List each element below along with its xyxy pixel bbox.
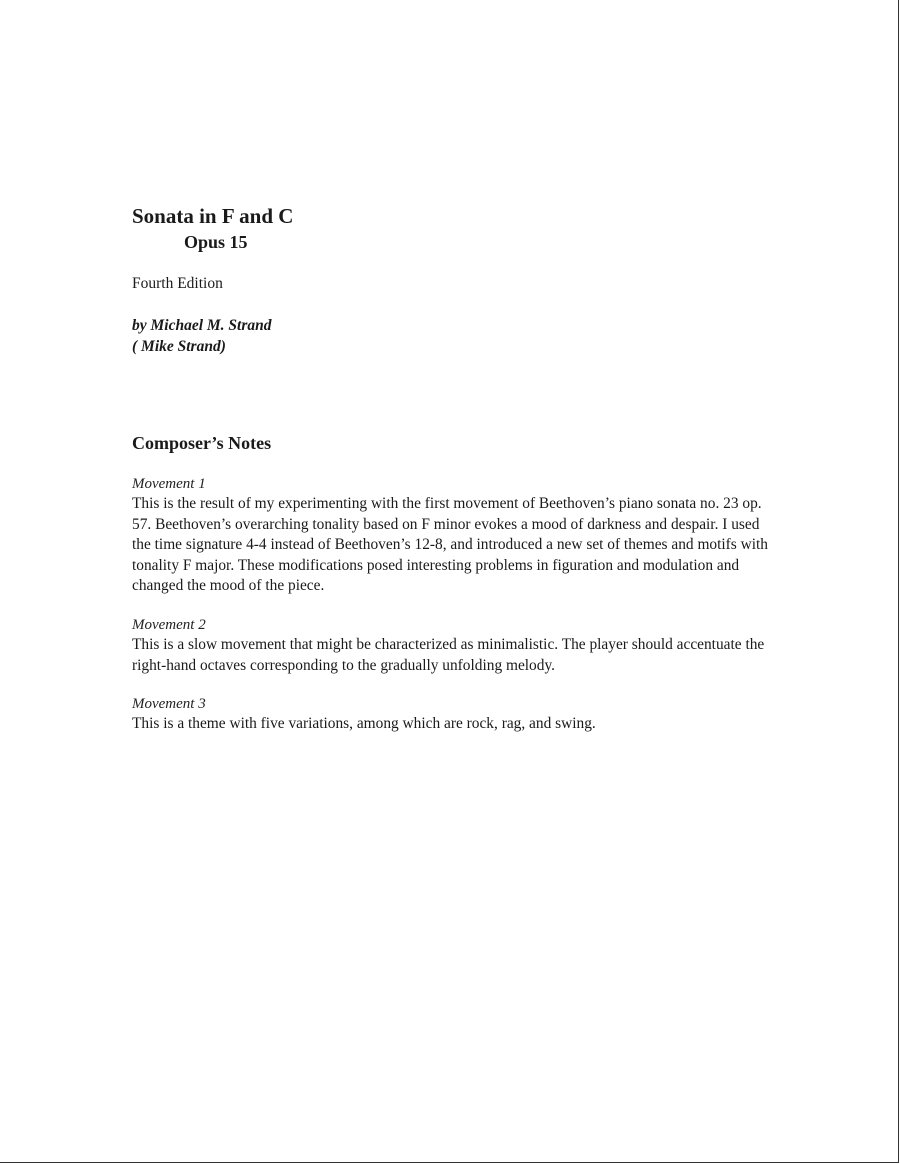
- document-subtitle: Opus 15: [184, 232, 248, 252]
- author-block: [132, 315, 782, 357]
- author-name: by Michael M. Strand: [132, 317, 272, 334]
- movement-text: This is a theme with five variations, among which are rock, rag, and swing.: [132, 715, 596, 733]
- movement-text: This is the result of my experimenting with the first movement of Beethoven’s piano sonata no. 23 op. 57. Beethoven’s overarching tonality based on F minor evokes a mood of darkness and despair. I used the time signature 4-4 instead of Beethoven’s 12-8, and introduced a new set of themes and motifs with tonality F major. These modifications posed interesting problems in figuration and modulation and changed the mood of the piece.: [132, 495, 768, 595]
- movement-title: Movement 3: [132, 696, 206, 713]
- movement-text: This is a slow movement that might be characterized as minimalistic. The player should accentuate the right-hand octaves corresponding to the gradually unfolding melody.: [132, 635, 765, 674]
- notes-section: [132, 474, 782, 735]
- edition-label: Fourth Edition: [132, 275, 223, 292]
- movement-3: [132, 694, 782, 735]
- page-content: [132, 203, 782, 735]
- notes-heading: Composer’s Notes: [132, 433, 272, 453]
- movement-1: [132, 474, 782, 597]
- author-alias: ( Mike Strand): [132, 338, 226, 355]
- movement-title: Movement 1: [132, 476, 206, 492]
- document-title: Sonata in F and C: [132, 204, 294, 228]
- movement-title: Movement 2: [132, 616, 206, 633]
- movement-2: [132, 615, 782, 676]
